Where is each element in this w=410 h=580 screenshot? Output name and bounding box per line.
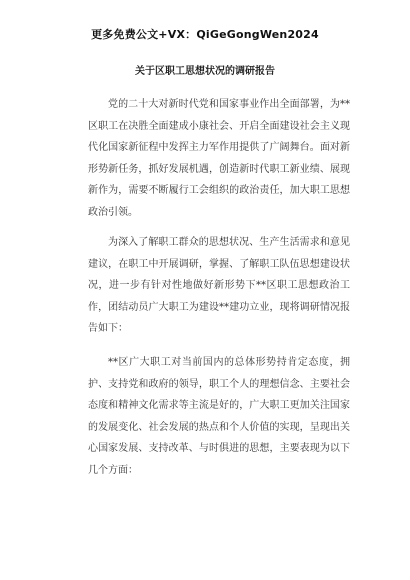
body-paragraph: 为深入了解职工群众的思想状况、生产生活需求和意见建议，在职工中开展调研，掌握、了解职工队伍思想建设状况，进一步有针对性地做好新形势下**区职工思想政治工作，团结动员广大职工为建设**建功立业，现将调研情况报告如下：: [88, 237, 350, 334]
body-paragraph: 党的二十大对新时代党和国家事业作出全面部署，为**区职工在决胜全面建成小康社会、开启全面建设社会主义现代化国家新征程中发挥主力军作用提供了广阔舞台。面对新形势新任务，抓好发展机遇，创造新时代职工新业绩、展现新作为，需要不断履行工会组织的政治责任，加大职工思想政治引领。: [88, 99, 350, 218]
body-paragraph: **区广大职工对当前国内的总体形势持肯定态度，拥护、支持党和政府的领导，职工个人的理想信念、主要社会态度和精神文化需求等主流是好的，广大职工更加关注国家的发展变化、社会发展的热点和个人价值的实现，呈现出关心国家发展、支持改革、与时俱进的思想，主要表现为以下几个方面：: [88, 357, 350, 476]
document-title: 关于区职工思想状况的调研报告: [135, 66, 275, 77]
page-header-watermark: 更多免费公文+VX：QiGeGongWen2024: [91, 28, 319, 41]
